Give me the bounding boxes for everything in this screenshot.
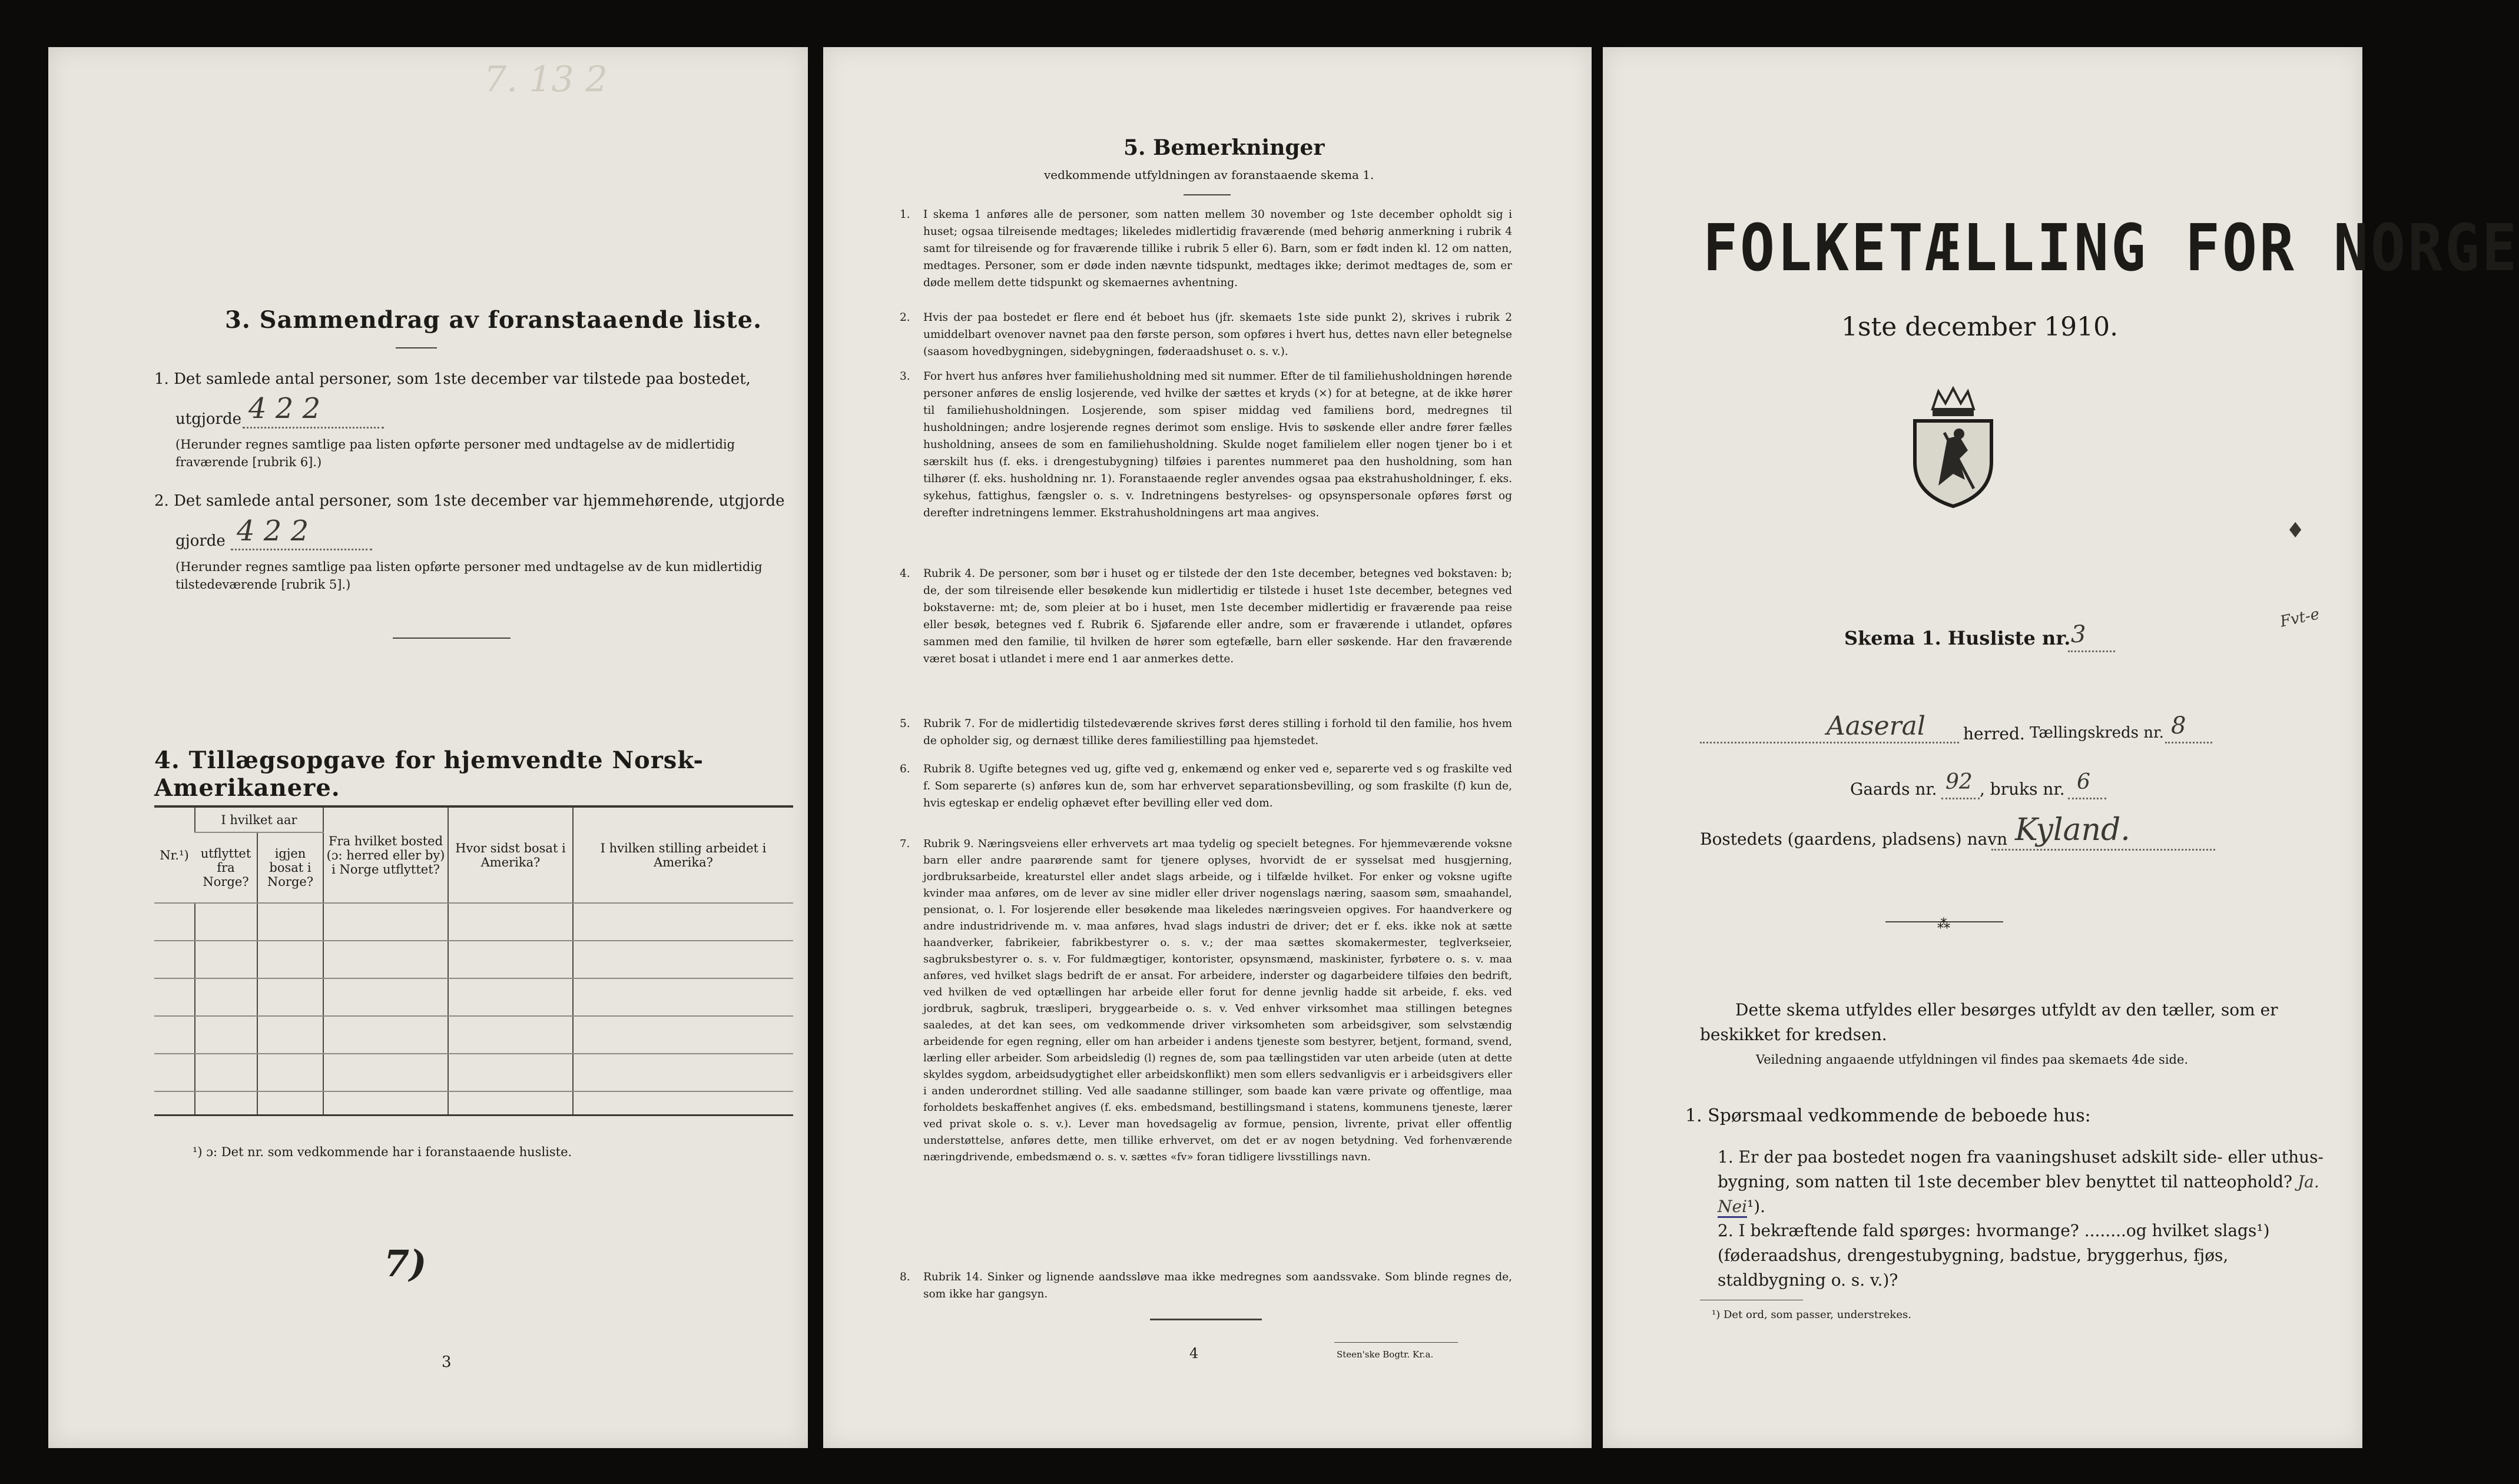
col-hvor-bosat: Hvor sidst bosat i Amerika? [448,806,573,903]
table-footnote: ¹) ɔ: Det nr. som vedkommende har i foranstaaende husliste. [193,1145,572,1159]
left-page [48,47,808,1448]
kreds-value: 8 [2171,712,2186,739]
herred-label: herred. [1963,724,2025,743]
section-3-title: 3. Sammendrag av foranstaaende liste. [225,306,763,334]
bosted-value: Kyland. [2015,812,2130,848]
census-date: 1ste december 1910. [1841,312,2119,342]
census-title: FOLKETÆLLING FOR NORGE [1703,211,2519,286]
bruks-label: , bruks nr. [1980,779,2065,799]
col-nr: Nr.¹) [154,806,195,903]
col-igjen-bosat: igjen bosat i Norge? [257,832,323,903]
handwritten-mark: 7) [384,1242,427,1285]
skema-label: Skema 1. Husliste nr. [1844,627,2071,649]
divider [393,638,511,639]
question-2: 2. I bekræftende fald spørges: hvormange? ........og hvilket slags¹) (føderaadshus, drengestubygning, badstue, bryggerhus, fjøs, staldbygning o. s. v.)? [1718,1221,2270,1290]
item-1-label: utgjorde [175,410,242,428]
table-row [154,1016,793,1054]
table-row [154,941,793,978]
item-2-note: (Herunder regnes samtlige paa listen opførte personer med undtagelse av de kun midlertidig tilstedeværende [rubrik 5].) [175,560,763,592]
note-7: 7. Rubrik 9. Næringsveiens eller erhvervets art maa tydelig og specielt betegnes. For hjemmeværende voksne barn eller andre paarørende samt for tjenere oplyses, hvorvidt de er sysselsat med husgjerning, jordbruksarbeide, kreaturstel eller andet slags arbeide, og i tilfælde hvilket. For enker og voksne ugifte kvinder maa anføres, om de lever av sine midler eller driver nogenslags næring, saasom søm, smaahandel, pensionat, o. l. For losjerende eller besøkende maa likeledes næringsveien opgives. For haandverkere og andre industridrivende m. v. maa anføres, hvad slags industri de driver; det er f. eks. ikke nok at sætte haandverker, fabrikeier, fabrikbestyrer o. s. v.; der maa sættes skomakermester, teglverkseier, sagbruksbestyrer o. s. v. For fuldmægtiger, kontorister, opsynsmænd, maskinister, fyrbøtere o. s. v. maa anføres, ved hvilket slags bedrift de er ansat. For arbeidere, inderster og dagarbeidere tilføies den bedrift, ved hvilken de ved optællingen har arbeide eller forut for denne jevnlig hadde sit arbeide, f. eks. ved jordbruk, sagbruk, træsliperi, bryggearbeide o. s. v. Ved enhver virksomhet maa stillingen betegnes saaledes, at det kan sees, om vedkommende driver virksomheten som arbeidsgiver, som selvstændig arbeidende for egen regning, eller om han arbeider i andens tjeneste som bestyrer, betjent, formand, svend, lærling eller arbeider. Som arbeidsledig (l) regnes de, som paa tællingstiden var uten arbeide (uten at dette skyldes sygdom, arbeidsudygtighet eller arbeidskonflikt) men som ellers sedvanligvis er i arbeidsgivers eller i anden underordnet stilling. Ved alle saadanne stillinger, som baade kan være private og offentlige, maa forholdets beskaffenhet angives (f. eks. embedsmand, bestillingsmand i statens, kommunens tjeneste, lærer ved privat skole o. s. v.). Lever man hovedsagelig av formue, pension, livrente, privat eller offentlig understøttelse, anføres dette, men tillike erhvervet, om det er av nogen betydning. Ved forhenværende næringdrivende, embedsmænd o. s. v. sættes «fv» foran tidligere livsstillings navn. [900,838,1512,1163]
page-number: 3 [442,1353,452,1371]
item-1-value: 4 2 2 [248,392,321,425]
note-2: 2. Hvis der paa bostedet er flere end ét beboet hus (jfr. skemaets 1ste side punkt 2), skrives i rubrik 2 umiddelbart ovenover navnet paa den første person, som opføres i hvert hus, dettes navn eller betegnelse (saasom hovedbygningen, sidebygningen, føderaadshuset o. s. v.). [900,311,1512,358]
note-8: 8. Rubrik 14. Sinker og lignende aandssløve maa ikke medregnes som aandssvake. Som blinde regnes de, som ikke har gangsyn. [900,1271,1512,1300]
note-3: 3. For hvert hus anføres hver familiehusholdning med sit nummer. Efter de til familiehusholdningen hørende personer anføres de enslig losjerende, ved hvilke der sættes et kryds (×) for at betegne, at de ikke hører til familiehusholdningen. Losjerende, som spiser middag ved familiens bord, medregnes til husholdningen; andre losjerende regnes derimot som enslige. Hvis to søskende eller andre fører fælles husholdning, ansees de som en familiehusholdning. Skulde noget familielem eller nogen tjener bo i et særskilt hus (f. eks. i drengestubygning) tilføies i parentes nummeret paa den husholdning, som han tilhører (f. eks. husholdning nr. 1). Foranstaaende regler anvendes ogsaa paa ekstrahusholdninger, f. eks. sykehus, fattighus, fængsler o. s. v. Indretningens bestyrelses- og opsynspersonale opføres først og derefter indretningens lemmer. Ekstrahusholdningens art maa angives. [900,370,1512,519]
summary-item-1: 1. Det samlede antal personer, som 1ste december var tilstede paa bostedet, [154,370,751,388]
answer-nei: Nei [1718,1197,1747,1218]
col-group-aar: I hvilket aar [195,806,323,832]
kreds-label: Tællingskreds nr. [2030,724,2164,742]
bosted-label: Bostedets (gaardens, pladsens) navn [1700,829,2008,849]
husliste-nr: 3 [2071,621,2086,648]
item-1-note: (Herunder regnes samtlige paa listen opførte personer med undtagelse av de midlertidig fraværende [rubrik 6].) [175,437,735,469]
question-1: 1. Er der paa bostedet nogen fra vaaningshuset adskilt side- eller uthus-bygning, som natten til 1ste december blev benyttet til natteophold? Ja. Nei¹). [1718,1145,2330,1219]
printer-mark: Steen'ske Bogtr. Kr.a. [1337,1349,1434,1360]
item-2-value: 4 2 2 [237,514,309,547]
col-fra-bosted: Fra hvilket bosted (ɔ: herred eller by) i Norge utflyttet? [323,806,448,903]
divider [1184,194,1231,195]
table-row [154,978,793,1016]
instruction-small: Veiledning angaaende utfyldningen vil findes paa skemaets 4de side. [1756,1053,2189,1067]
item-2-label: gjorde [175,532,226,550]
note-5: 5. Rubrik 7. For de midlertidig tilstedeværende skrives først deres stilling i forhold til den familie, hos hvem de opholder sig, og dernæst tillike deres familiestilling paa hjemstedet. [900,718,1512,747]
questions-heading: 1. Spørsmaal vedkommende de beboede hus: [1685,1105,2091,1126]
note-6: 6. Rubrik 8. Ugifte betegnes ved ug, gifte ved g, enkemænd og enker ved e, separerte ved s og fraskilte ved f. Som separerte (s) anføres kun de, som har erhvervet separationsbevilling, og som fraskilte (f) kun de, hvis egteskap er endelig ophævet efter bevilling eller ved dom. [900,763,1512,809]
table-row [154,1054,793,1091]
ink-mark: ♦ [2286,518,2305,543]
norsk-amerikanere-table [154,805,793,1116]
col-utflyttet: utflyttet fra Norge? [195,832,257,903]
right-page [1603,47,2519,1448]
col-stilling: I hvilken stilling arbeidet i Amerika? [573,806,793,903]
summary-item-2: 2. Det samlede antal personer, som 1ste december var hjemmehørende, utgjorde [154,492,785,510]
ornament-icon: ⁂ [1937,917,1950,932]
gaards-label: Gaards nr. [1850,779,1937,799]
bruks-value: 6 [2077,770,2090,794]
pencil-mark: 7. 13 2 [484,59,608,100]
section-4-title: 4. Tillægsopgave for hjemvendte Norsk-Amerikanere. [154,746,704,802]
herred-value: Aaseral [1827,711,1925,741]
coat-of-arms-icon [1903,386,2003,509]
note-1: 1. I skema 1 anføres alle de personer, som natten mellem 30 november og 1ste december opholdt sig i huset; ogsaa tilreisende medtages; likeledes midlertidig fraværende (med behørig anmerkning i rubrik 4 samt for tilreisende og for fraværende tillike i rubrik 5 eller 6). Barn, som er født inden kl. 12 om natten, medtages. Personer, som er døde inden nævnte tidspunkt, medtages ikke; derimot medtages de, som er døde mellem dette tidspunkt og skemaernes avhentning. [900,208,1512,289]
table-row [154,903,793,941]
bemerkninger-title: 5. Bemerkninger [1123,135,1325,160]
answer-ja: Ja. [2297,1172,2319,1191]
page-number: 4 [1189,1345,1199,1362]
instruction-text: Dette skema utfyldes eller besørges utfyldt av den tæller, som er beskikket for kredsen. [1700,1000,2278,1044]
divider [396,347,437,348]
note-4: 4. Rubrik 4. De personer, som bør i huset og er tilstede der den 1ste december, betegnes ved bokstaven: b; de, der som tilreisende eller besøkende kun midlertidig er tilstede i huset 1ste december, betegnes ved bokstaverne: mt; de, som pleier at bo i huset, men 1ste december midlertidig er fraværende paa reise eller besøk, betegnes ved f. Rubrik 6. Sjøfarende eller andre, som er fraværende i utlandet, opføres sammen med den familie, til hvilken de hører som egtefælle, barn eller søskende. Har den fraværende været bosat i utlandet i mere end 1 aar anmerkes dette. [900,567,1512,665]
table-row [154,1091,793,1115]
bemerkninger-subtitle: vedkommende utfyldningen av foranstaaende skema 1. [1044,168,1374,182]
divider [1150,1319,1262,1320]
middle-page [823,47,1592,1448]
right-footnote: ¹) Det ord, som passer, understrekes. [1712,1309,1911,1321]
side-mark: Fvt-e [2278,605,2321,631]
gaards-value: 92 [1945,770,1973,794]
